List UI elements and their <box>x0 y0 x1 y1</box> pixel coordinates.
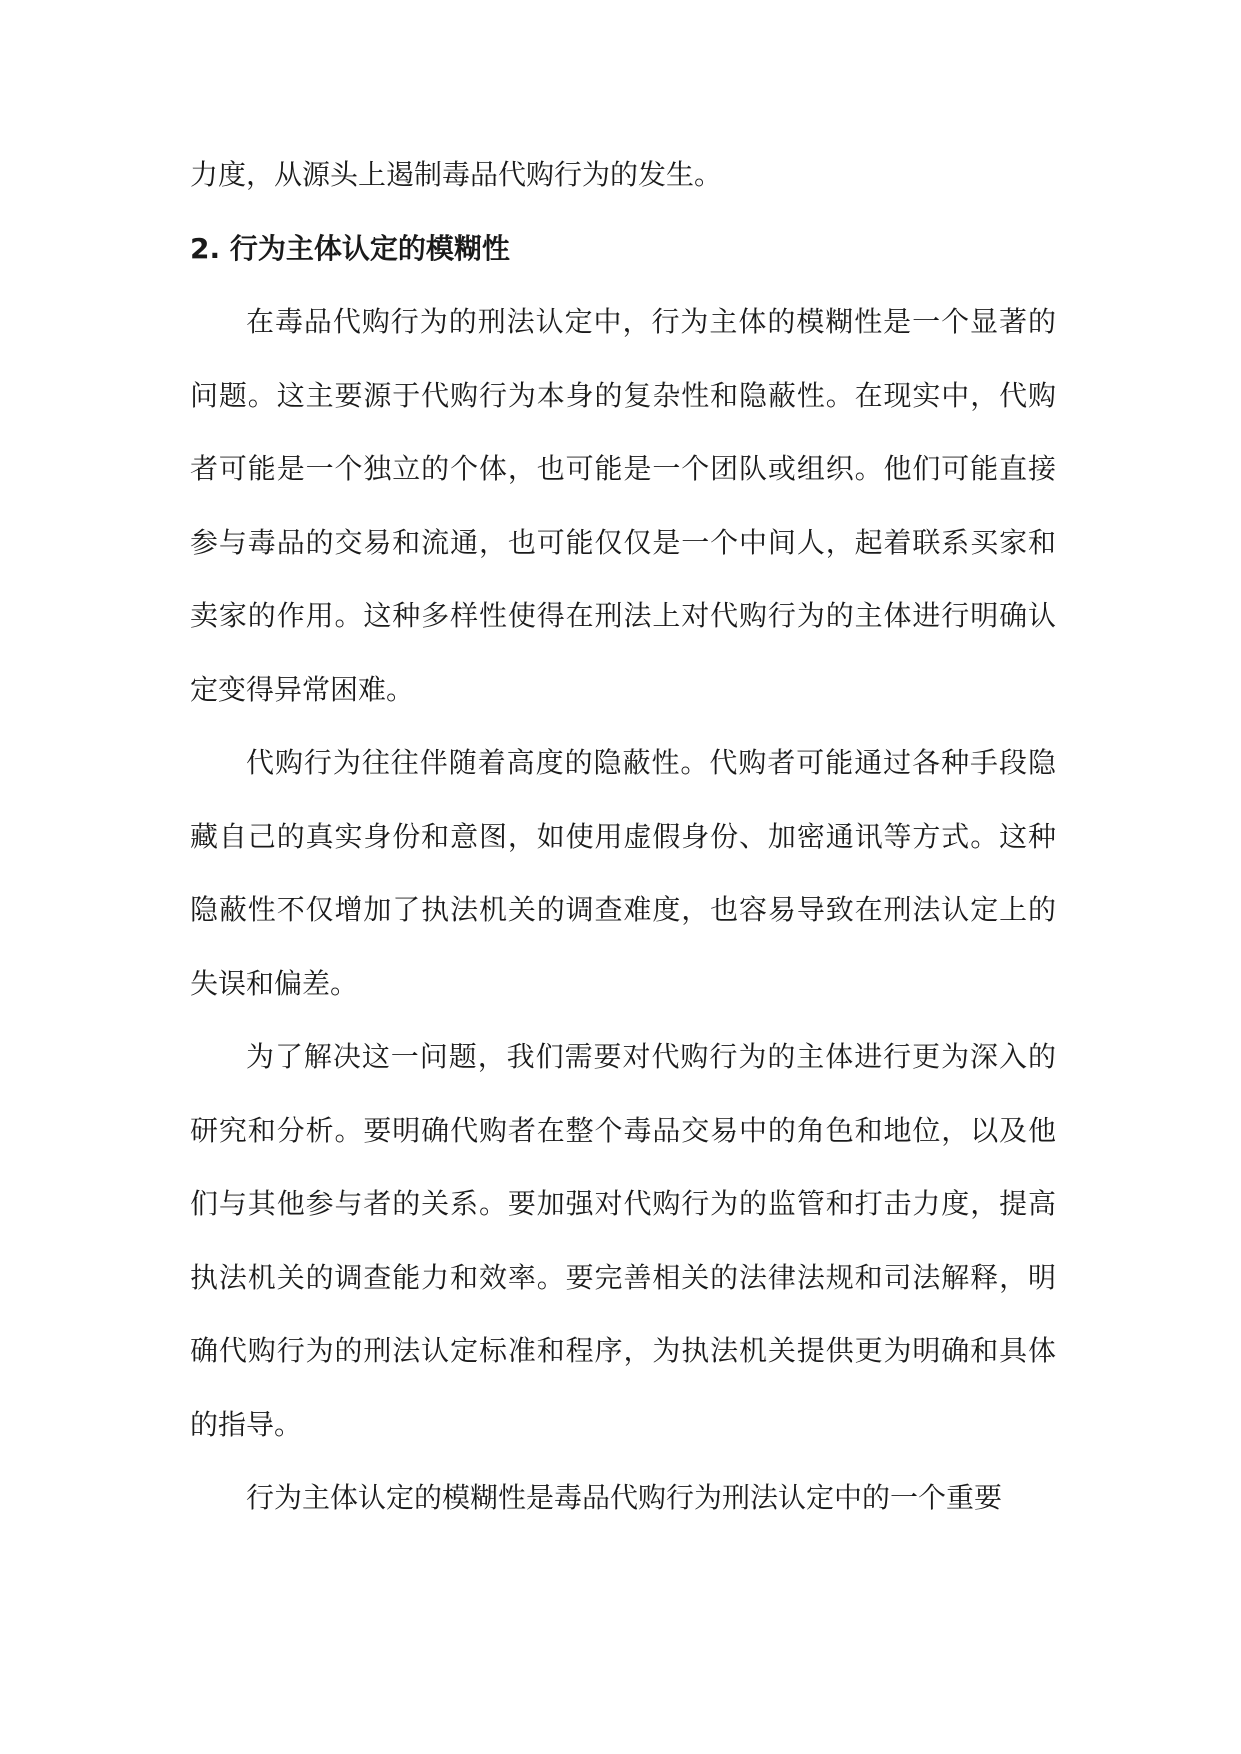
continued-paragraph: 力度，从源头上遏制毒品代购行为的发生。 <box>190 158 723 191</box>
body-paragraph-2: 代购行为往往伴随着高度的隐蔽性。代购者可能通过各种手段隐藏自己的真实身份和意图，如使用虚假身份、加密通讯等方式。这种隐蔽性不仅增加了执法机关的调查难度，也容易导致在刑法认定上的失误和偏差。 <box>190 746 1056 1000</box>
body-paragraph-3: 为了解决这一问题，我们需要对代购行为的主体进行更为深入的研究和分析。要明确代购者在整个毒品交易中的角色和地位，以及他们与其他参与者的关系。要加强对代购行为的监管和打击力度，提高执法机关的调查能力和效率。要完善相关的法律法规和司法解释，明确代购行为的刑法认定标准和程序，为执法机关提供更为明确和具体的指导。 <box>190 1040 1056 1441</box>
section-heading: 2. 行为主体认定的模糊性 <box>190 231 510 265</box>
document-body <box>190 138 1056 1535</box>
body-paragraph-1: 在毒品代购行为的刑法认定中，行为主体的模糊性是一个显著的问题。这主要源于代购行为本身的复杂性和隐蔽性。在现实中，代购者可能是一个独立的个体，也可能是一个团队或组织。他们可能直接参与毒品的交易和流通，也可能仅仅是一个中间人，起着联系买家和卖家的作用。这种多样性使得在刑法上对代购行为的主体进行明确认定变得异常困难。 <box>190 305 1056 706</box>
body-paragraph-4: 行为主体认定的模糊性是毒品代购行为刑法认定中的一个重要 <box>246 1481 1003 1514</box>
